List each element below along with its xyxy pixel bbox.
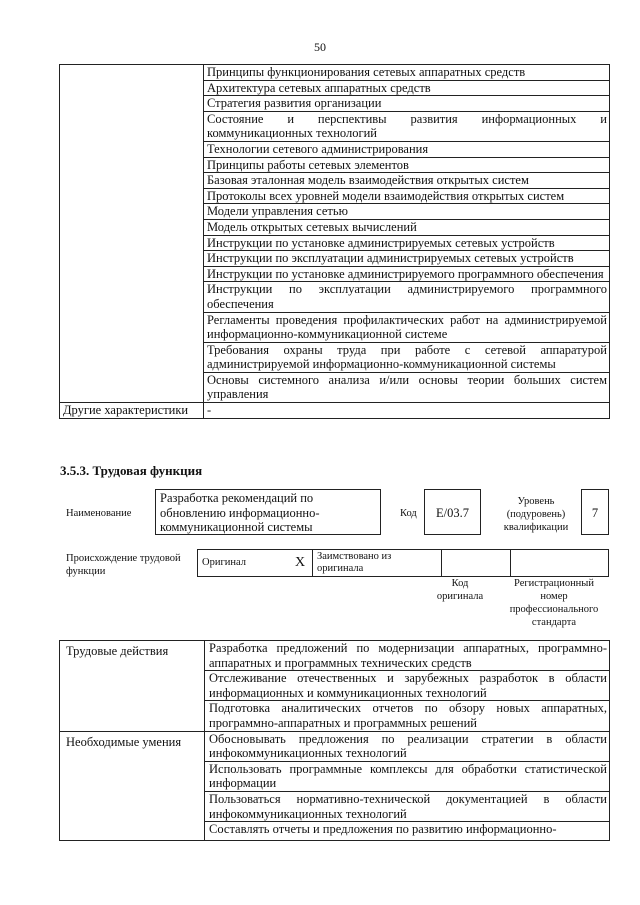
function-code-box: E/03.7: [424, 489, 481, 535]
knowledge-item: Протоколы всех уровней модели взаимодействия открытых систем: [204, 188, 610, 204]
reg-number-cell: [511, 550, 609, 577]
level-label: Уровень (подуровень) квалификации: [503, 496, 569, 533]
knowledge-item: Принципы работы сетевых элементов: [204, 157, 610, 173]
knowledge-item: Регламенты проведения профилактических работ на администрируемой информационно-коммуникационной системе: [204, 312, 610, 342]
knowledge-item: Инструкции по установке администрируемых сетевых устройств: [204, 235, 610, 251]
page-number: 50: [314, 40, 326, 54]
knowledge-item: Инструкции по эксплуатации администрируемых сетевых устройств: [204, 251, 610, 267]
name-label: Наименование: [66, 508, 132, 519]
knowledge-item: Основы системного анализа и/или основы теории больших систем управления: [204, 372, 610, 402]
skill-item: Использовать программные комплексы для обработки статистической информации: [205, 761, 610, 791]
original-mark: X: [288, 550, 313, 577]
knowledge-item: Инструкции по эксплуатации администрируемого программного обеспечения: [204, 282, 610, 312]
other-characteristics-label: Другие характеристики: [60, 403, 204, 419]
skill-item: Обосновывать предложения по реализации стратегии в области инфокоммуникационных технологий: [205, 731, 610, 761]
knowledge-item: Инструкции по установке администрируемого программного обеспечения: [204, 266, 610, 282]
table-row: [198, 550, 609, 577]
knowledge-table: [59, 64, 610, 419]
origin-label: Происхождение трудовой функции: [66, 553, 181, 577]
code-original-label: Код оригинала: [436, 578, 484, 602]
knowledge-item: Базовая эталонная модель взаимодействия открытых систем: [204, 173, 610, 189]
labor-action-item: Подготовка аналитических отчетов по обзору новых аппаратных, программно-аппаратных и программных решений: [205, 701, 610, 731]
knowledge-item: Архитектура сетевых аппаратных средств: [204, 80, 610, 96]
knowledge-item: Стратегия развития организации: [204, 96, 610, 112]
reg-number-label: Регистрационный номер профессионального стандарта: [509, 578, 599, 628]
function-name-box: Разработка рекомендаций по обновлению информационно-коммуникационной системы: [155, 489, 381, 535]
section-title: 3.5.3. Трудовая функция: [60, 463, 203, 478]
knowledge-item: Требования охраны труда при работе с сетевой аппаратурой администрируемой информационно-коммуникационной системы: [204, 342, 610, 372]
knowledge-item: Модель открытых сетевых вычислений: [204, 219, 610, 235]
knowledge-item: Модели управления сетью: [204, 204, 610, 220]
skill-item: Пользоваться нормативно-технической документацией в области инфокоммуникационных технологий: [205, 791, 610, 821]
origin-table: [197, 549, 609, 577]
table-row: [60, 403, 610, 419]
code-label: Код: [400, 508, 417, 519]
knowledge-item: Состояние и перспективы развития информационных и коммуникационных технологий: [204, 111, 610, 141]
original-label: Оригинал: [198, 550, 289, 577]
table-row: [60, 731, 610, 761]
borrowed-label: Заимствовано из оригинала: [313, 550, 442, 577]
function-table: [59, 640, 610, 841]
skill-item: Составлять отчеты и предложения по развитию информационно-: [205, 822, 610, 841]
skills-label: Необходимые умения: [60, 731, 205, 841]
level-box: 7: [581, 489, 609, 535]
knowledge-item: Принципы функционирования сетевых аппаратных средств: [204, 65, 610, 81]
labor-actions-label: Трудовые действия: [60, 641, 205, 732]
table-row: [60, 641, 610, 671]
other-characteristics-value: -: [204, 403, 610, 419]
knowledge-label-cell: [60, 65, 204, 403]
labor-action-item: Отслеживание отечественных и зарубежных разработок в области информационных и коммуникационных технологий: [205, 671, 610, 701]
original-code-cell: [442, 550, 511, 577]
table-row: [60, 65, 610, 81]
labor-action-item: Разработка предложений по модернизации аппаратных, программно-аппаратных и программных технических средств: [205, 641, 610, 671]
knowledge-item: Технологии сетевого администрирования: [204, 141, 610, 157]
